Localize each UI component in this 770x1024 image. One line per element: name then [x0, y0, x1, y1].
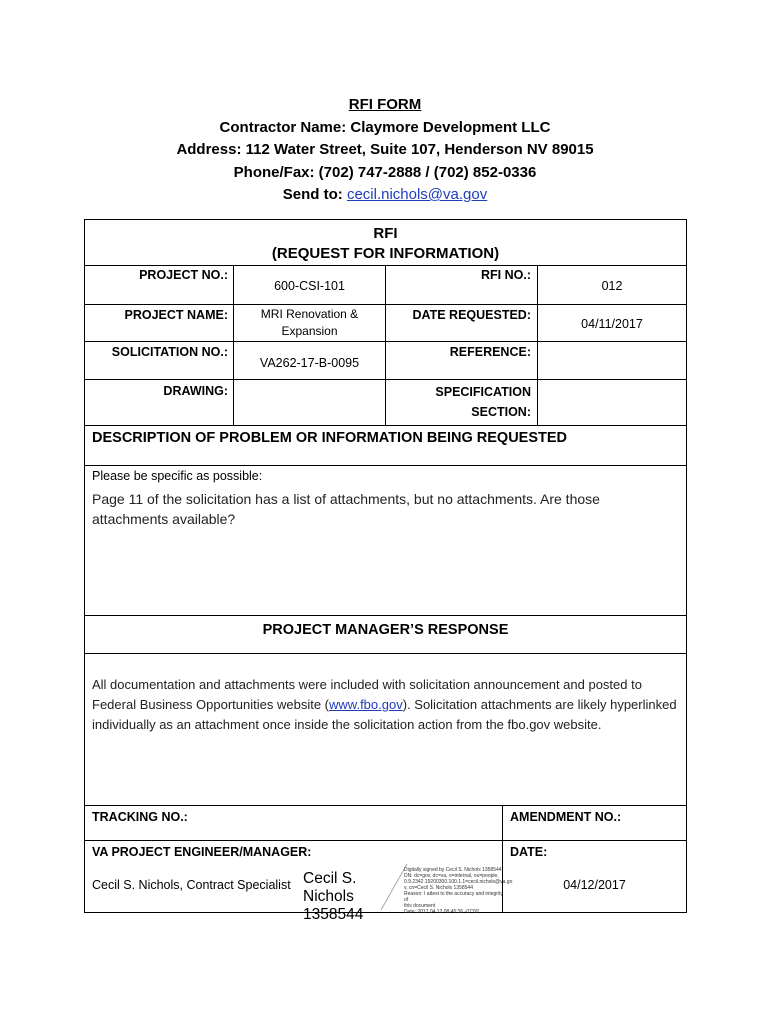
- send-to-label: Send to:: [282, 186, 343, 203]
- description-text: Page 11 of the solicitation has a list of attachments, but no attachments. Are those attachments available?: [92, 491, 600, 527]
- specification-section-label: SPECIFICATION SECTION:: [435, 385, 531, 419]
- reference-label: REFERENCE:: [449, 345, 531, 359]
- description-prompt: Please be specific as possible:: [92, 469, 263, 483]
- digital-signature-details: Digitally signed by Cecil S. Nichols 1358544 DN: dc=gov, dc=va, o=internal, ou=people, 0.9.2342.19200300.100.1.1=cecil.nichols@va.go v, cn=Cecil S. Nichols 1358544 Reason: I attest to the accuracy and integrity of this document Date: 2017.04.12 08:45:36 -07'00': [404, 867, 513, 915]
- tracking-no-label: TRACKING NO.:: [92, 810, 188, 824]
- form-title: RFI FORM: [348, 96, 422, 113]
- engineer-value: Cecil S. Nichols, Contract Specialist: [92, 878, 291, 892]
- contractor-address: Address: 112 Water Street, Suite 107, Henderson NV 89015: [176, 141, 594, 158]
- rfi-no-value: 012: [601, 279, 623, 293]
- solicitation-no-label: SOLICITATION NO.:: [111, 345, 228, 359]
- fbo-website-link[interactable]: www.fbo.gov: [329, 697, 403, 712]
- letterhead: [0, 94, 770, 207]
- date-value: 04/12/2017: [563, 878, 626, 892]
- rfi-no-label: RFI NO.:: [481, 268, 531, 282]
- rfi-heading: RFI (REQUEST FOR INFORMATION): [271, 225, 500, 262]
- send-to-email-link[interactable]: cecil.nichols@va.gov: [346, 186, 488, 203]
- response-text: All documentation and attachments were included with solicitation announcement and posted to Federal Business Opportunities website (www.fbo.gov). Solicitation attachments are likely hyperlinked individually as an attachment once inside the solicitation action from the fbo.gov website.: [92, 677, 677, 732]
- project-name-value: MRI Renovation & Expansion: [260, 307, 359, 338]
- solicitation-no-value: VA262-17-B-0095: [259, 356, 360, 370]
- drawing-label: DRAWING:: [163, 384, 228, 398]
- send-to-line: [0, 184, 770, 207]
- date-requested-label: DATE REQUESTED:: [412, 308, 531, 322]
- rfi-form: [84, 219, 687, 923]
- project-no-label: PROJECT NO.:: [139, 268, 228, 282]
- project-name-label: PROJECT NAME:: [124, 308, 228, 322]
- project-no-value: 600-CSI-101: [274, 279, 345, 293]
- description-heading: DESCRIPTION OF PROBLEM OR INFORMATION BEING REQUESTED: [92, 430, 568, 446]
- engineer-label: VA PROJECT ENGINEER/MANAGER:: [92, 845, 312, 859]
- date-requested-value: 04/11/2017: [581, 317, 643, 331]
- date-label: DATE:: [510, 845, 548, 859]
- amendment-no-label: AMENDMENT NO.:: [510, 810, 622, 824]
- contractor-name: Contractor Name: Claymore Development LLC: [219, 118, 551, 136]
- contractor-phone-fax: Phone/Fax: (702) 747-2888 / (702) 852-0336: [233, 163, 537, 181]
- signature-name: Cecil S. Nichols 1358544: [303, 870, 364, 923]
- response-heading: PROJECT MANAGER’S RESPONSE: [262, 622, 509, 638]
